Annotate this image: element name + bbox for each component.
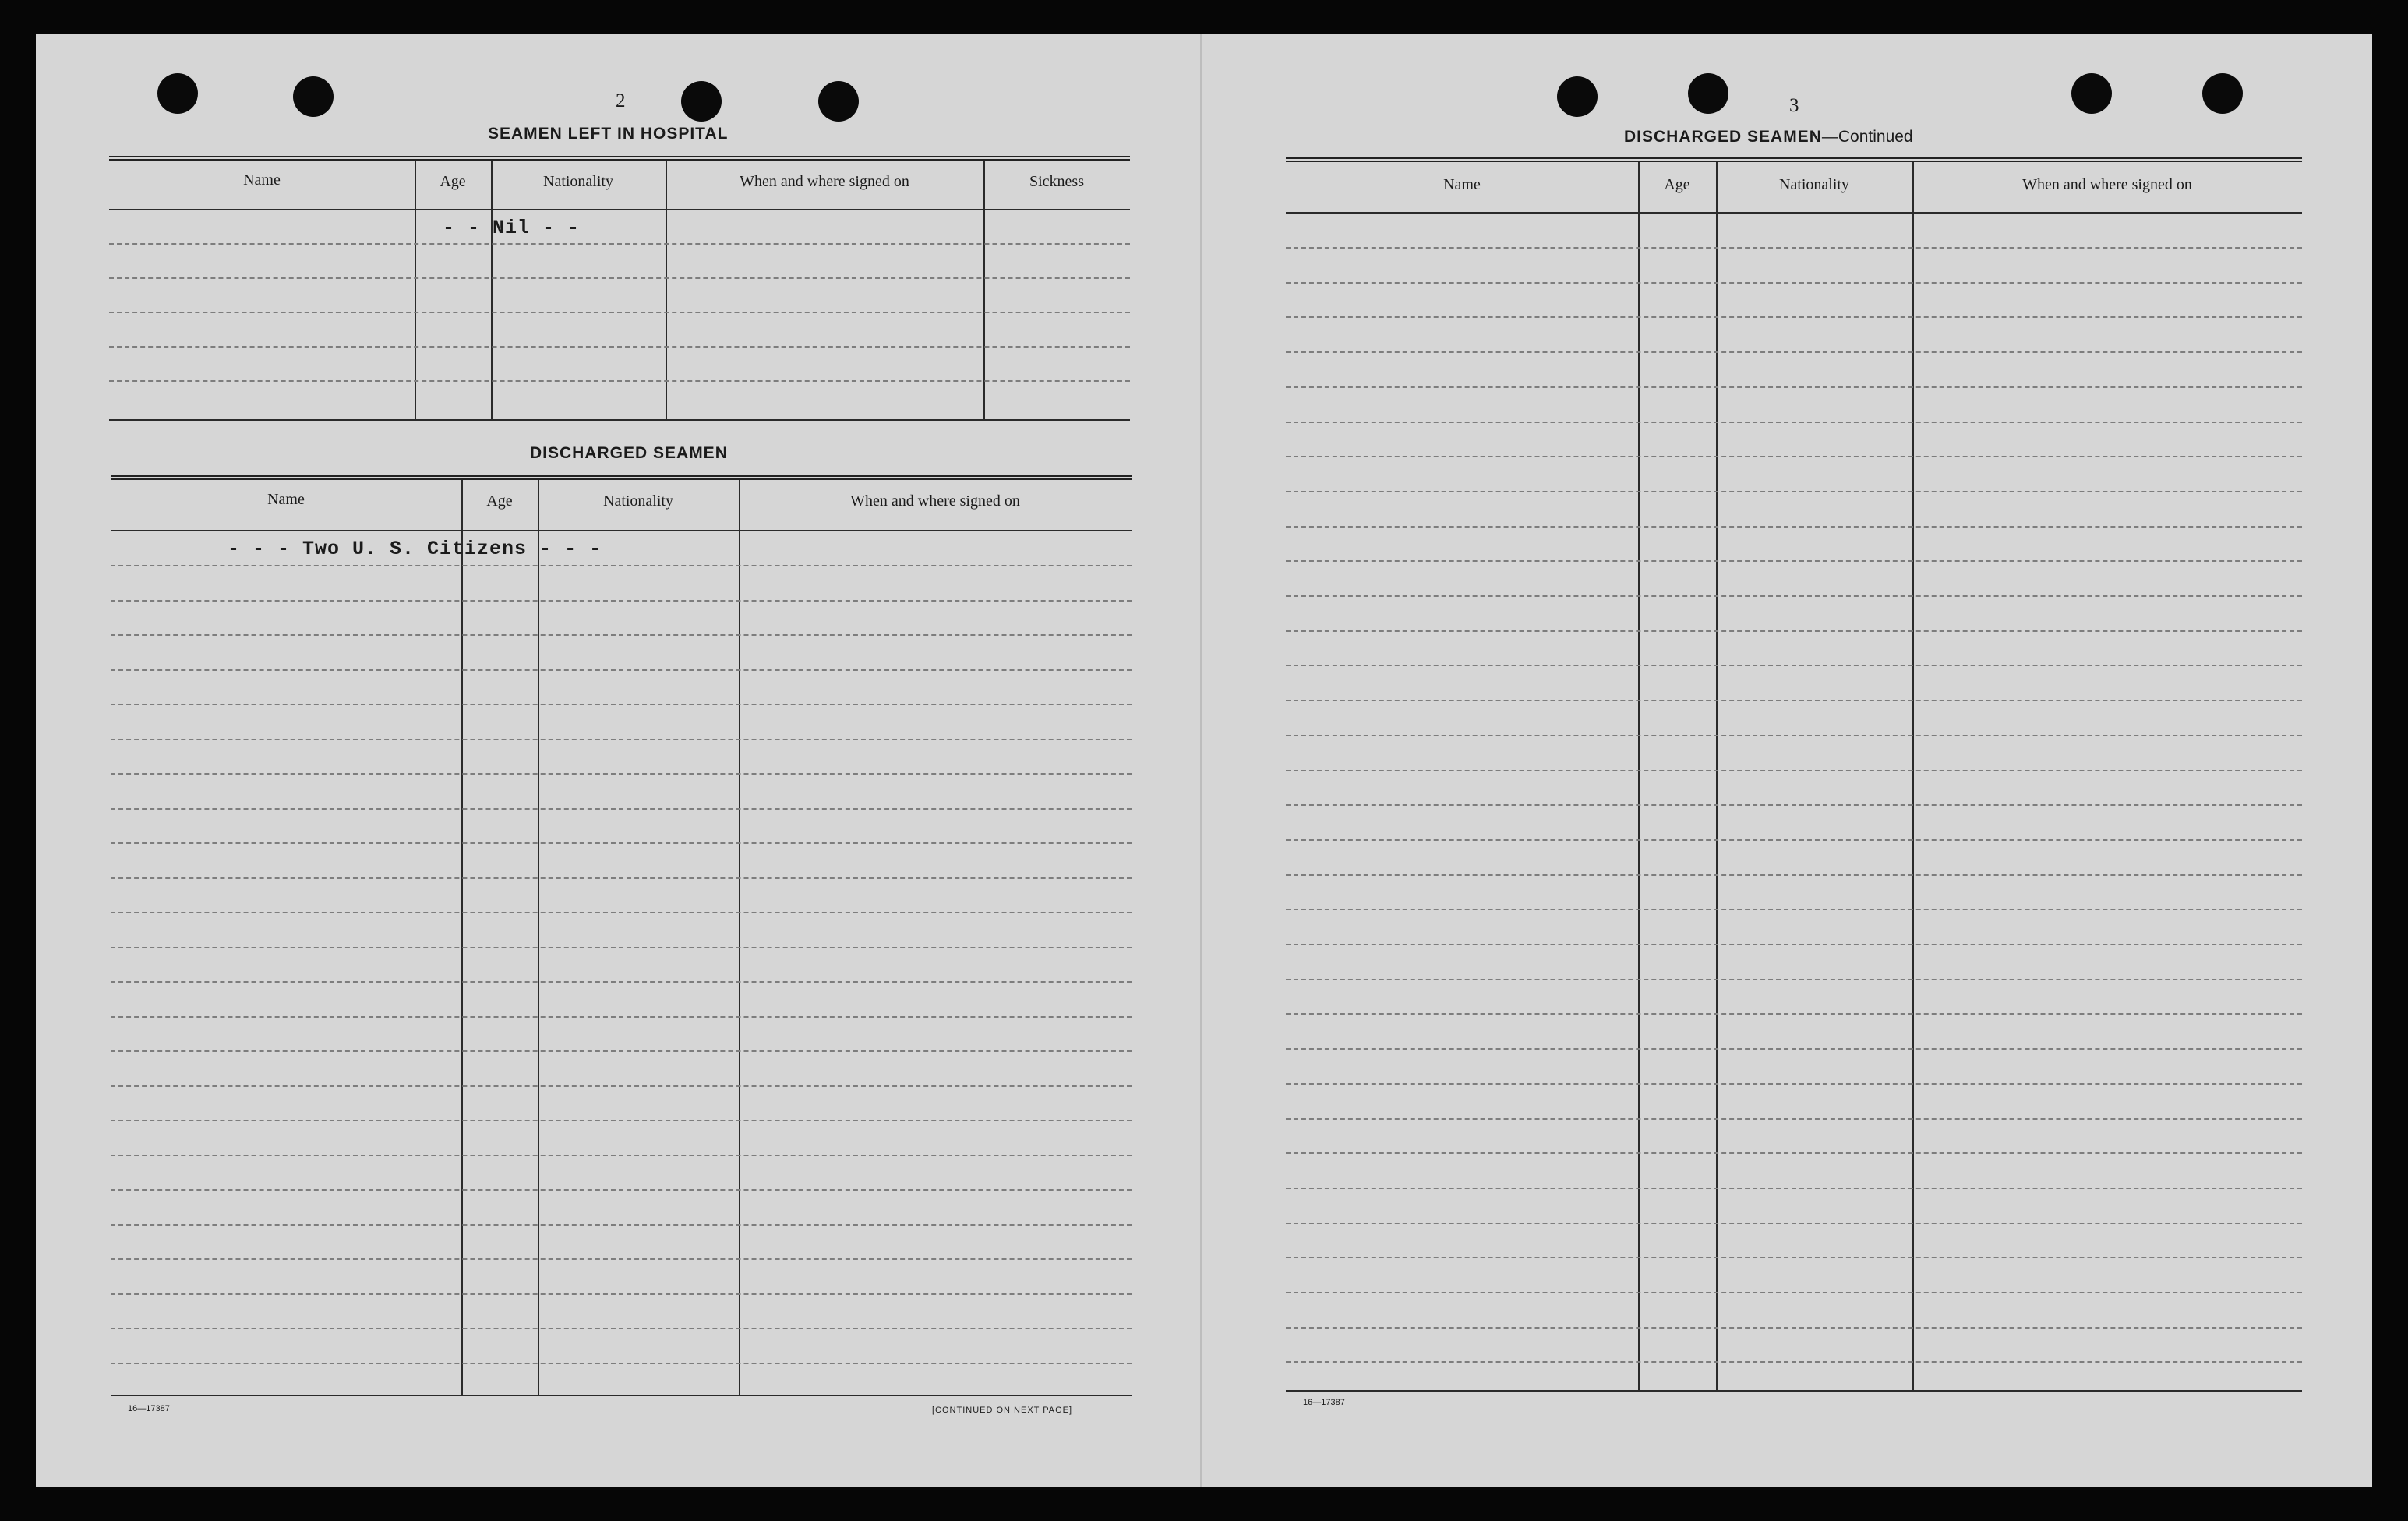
ruled-row-line — [1286, 1048, 2302, 1050]
ruled-row-line — [111, 1155, 1132, 1156]
ruled-row-line — [1286, 700, 2302, 701]
scan-border-left — [0, 0, 36, 1521]
column-header-name: Name — [1443, 176, 1481, 193]
scan-border-right — [2372, 0, 2408, 1521]
column-header-signed-on: When and where signed on — [2022, 176, 2192, 193]
ruled-row-line — [1286, 735, 2302, 736]
column-header-age: Age — [486, 492, 513, 510]
column-header-nationality: Nationality — [1779, 176, 1849, 193]
ruled-row-line — [111, 1085, 1132, 1087]
section-title-discharged-continued — [1624, 128, 1913, 146]
punch-hole — [1557, 76, 1598, 117]
ruled-row-line — [1286, 1292, 2302, 1293]
ruled-row-line — [1286, 665, 2302, 666]
column-header-name: Name — [267, 491, 305, 508]
ruled-row-line — [111, 877, 1132, 879]
ruled-row-line — [1286, 595, 2302, 597]
ruled-row-line — [111, 981, 1132, 983]
ruled-row-line — [1286, 1152, 2302, 1154]
ruled-row-line — [111, 1120, 1132, 1121]
punch-hole — [157, 73, 198, 114]
ruled-row-line — [1286, 1118, 2302, 1120]
ruled-row-line — [1286, 909, 2302, 910]
section-title-suffix: —Continued — [1821, 128, 1913, 146]
ruled-row-line — [1286, 422, 2302, 423]
ruled-row-line — [1286, 1013, 2302, 1015]
page-number: 2 — [616, 90, 626, 111]
scan-border-bottom — [0, 1487, 2408, 1521]
ruled-row-line — [1286, 282, 2302, 284]
column-header-signed-on: When and where signed on — [850, 492, 1020, 510]
hospital-table — [109, 156, 1130, 425]
ruled-row-line — [1286, 526, 2302, 528]
ruled-row-line — [1286, 839, 2302, 841]
ruled-row-line — [1286, 491, 2302, 492]
ruled-row-line — [111, 912, 1132, 913]
ruled-row-line — [1286, 1188, 2302, 1189]
scan-border-top — [0, 0, 2408, 34]
ruled-row-line — [1286, 1257, 2302, 1258]
ruled-row-line — [111, 1189, 1132, 1191]
ruled-row-line — [111, 947, 1132, 948]
ruled-row-line — [1286, 944, 2302, 945]
ruled-row-line — [1286, 770, 2302, 771]
column-header-age: Age — [440, 173, 466, 190]
ruled-row-line — [1286, 386, 2302, 388]
ruled-row-line — [111, 1224, 1132, 1226]
section-title-discharged: DISCHARGED SEAMEN — [530, 444, 728, 462]
discharged-continued-table — [1286, 157, 2302, 1396]
ruled-row-line — [111, 565, 1132, 566]
punch-hole — [2202, 73, 2243, 114]
section-title-text: DISCHARGED SEAMEN — [1624, 128, 1822, 146]
form-number: 16—17387 — [1303, 1398, 1345, 1407]
ruled-row-line — [1286, 1083, 2302, 1085]
section-title-hospital: SEAMEN LEFT IN HOSPITAL — [488, 125, 729, 143]
page-number: 3 — [1789, 95, 1799, 116]
ruled-row-line — [1286, 1361, 2302, 1363]
ruled-row-line — [111, 808, 1132, 810]
ruled-row-line — [1286, 874, 2302, 876]
ruled-row-line — [1286, 247, 2302, 249]
ruled-row-line — [111, 704, 1132, 705]
punch-hole — [293, 76, 334, 117]
ruled-row-line — [1286, 630, 2302, 632]
ruled-row-line — [111, 600, 1132, 602]
ruled-row-line — [111, 669, 1132, 671]
punch-hole — [2071, 73, 2112, 114]
ruled-row-line — [1286, 979, 2302, 980]
column-header-sickness: Sickness — [1029, 173, 1084, 190]
ruled-row-line — [1286, 1327, 2302, 1329]
ruled-row-line — [1286, 316, 2302, 318]
discharged-table — [111, 475, 1132, 1403]
punch-hole — [681, 81, 722, 122]
ruled-row-line — [111, 842, 1132, 844]
ruled-row-line — [1286, 1223, 2302, 1224]
column-header-name: Name — [243, 171, 281, 189]
ruled-row-line — [1286, 560, 2302, 562]
typed-entry-nil: - - Nil - - — [443, 217, 581, 239]
ruled-row-line — [1286, 456, 2302, 457]
ruled-row-line — [111, 1293, 1132, 1295]
ruled-row-line — [111, 1050, 1132, 1052]
ruled-row-line — [111, 739, 1132, 740]
punch-hole — [818, 81, 859, 122]
ruled-row-line — [111, 773, 1132, 775]
form-number: 16—17387 — [128, 1404, 170, 1413]
column-header-age: Age — [1664, 176, 1690, 193]
ruled-row-line — [1286, 804, 2302, 806]
column-header-nationality: Nationality — [543, 173, 613, 190]
typed-entry-citizens: - - - Two U. S. Citizens - - - — [228, 538, 602, 560]
continued-note: [CONTINUED ON NEXT PAGE] — [932, 1406, 1073, 1415]
ruled-row-line — [111, 1363, 1132, 1364]
ruled-row-line — [1286, 351, 2302, 353]
ruled-row-line — [111, 1016, 1132, 1018]
punch-hole — [1688, 73, 1728, 114]
column-header-nationality: Nationality — [603, 492, 673, 510]
ruled-row-line — [111, 1328, 1132, 1329]
column-header-signed-on: When and where signed on — [740, 173, 909, 190]
ruled-row-line — [111, 634, 1132, 636]
page-gutter — [1200, 34, 1202, 1487]
ruled-row-line — [111, 1258, 1132, 1260]
